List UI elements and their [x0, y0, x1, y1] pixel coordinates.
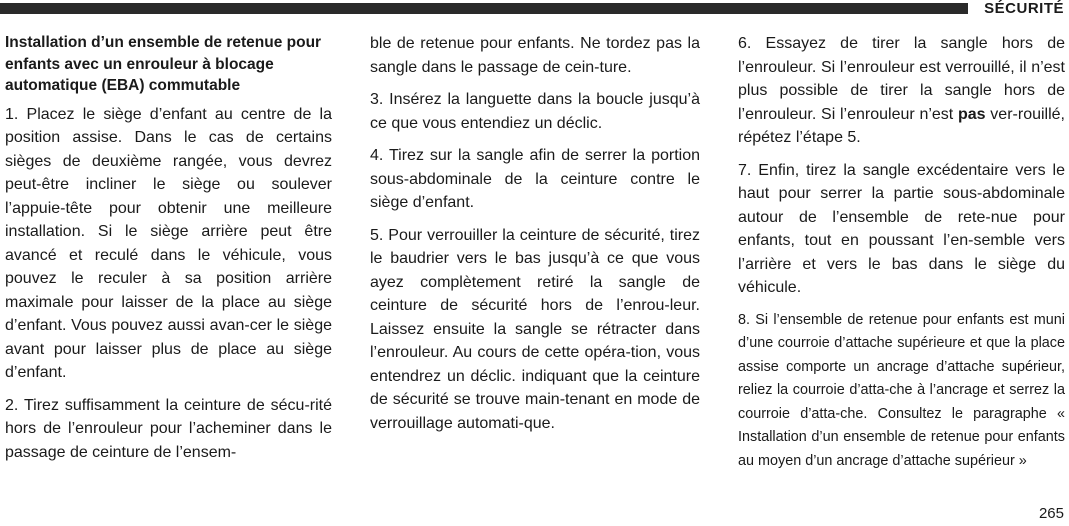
- page-number: 265: [1038, 505, 1064, 522]
- column-left: [5, 32, 332, 473]
- header-bar: [0, 3, 968, 14]
- section-title: SÉCURITÉ: [984, 0, 1064, 17]
- step-2-continued-paragraph: ble de retenue pour enfants. Ne tordez pas la sangle dans le passage de cein-ture.: [370, 35, 700, 76]
- step-8-paragraph: 8. Si l’ensemble de retenue pour enfants est muni d’une courroie d’attache supérieure et que la place assise comporte un ancrage d’attache supérieur, reliez la courroie d’atta-che à l’ancrage et serrez la courroie d’atta-che. Consultez le paragraphe « Installation d’un ensemble de retenue pour enfants au moyen d’un ancrage d’attache supérieur »: [738, 311, 1065, 469]
- step-6-text-b: ver-rouillé, répétez l’étape 5.: [738, 105, 1065, 146]
- step-5-paragraph: 5. Pour verrouiller la ceinture de sécurité, tirez le baudrier vers le bas jusqu’à ce que vous ayez complètement retiré la sangle de ceinture de sécurité hors de l’enrou-leur. Laissez ensuite la sangle se rétracter dans l’enrouleur. Au cours de cette opéra-tion, vous entendrez un déclic. indiquant que la ceinture de sécurité se trouve main-tenant en mode de verrouillage automati-que.: [370, 226, 700, 432]
- column-right: [738, 32, 1065, 482]
- step-6-text-a: 6. Essayez de tirer la sangle hors de l’enrouleur. Si l’enrouleur est verrouillé, il n’est plus possible de tirer la sangle hors de l’enrouleur. Si l’enrouleur n’est: [738, 35, 1065, 123]
- step-3-paragraph: 3. Insérez la languette dans la boucle jusqu’à ce que vous entendiez un déclic.: [370, 91, 700, 132]
- step-2-paragraph: 2. Tirez suffisamment la ceinture de sécu-rité hors de l’enrouleur pour l’acheminer dans le passage de ceinture de l’ensem-: [5, 396, 332, 461]
- column-middle: [370, 32, 700, 444]
- step-6-emphasis: pas: [957, 105, 986, 123]
- section-heading: Installation d’un ensemble de retenue pour enfants avec un enrouleur à blocage automatique (EBA) commutable: [5, 34, 322, 94]
- step-1-paragraph: 1. Placez le siège d’enfant au centre de la position assise. Dans le cas de certains sièges de deuxième rangée, vous devrez peut-être incliner le siège ou soulever l’appuie-tête pour obtenir une meilleure installation. Si le siège arrière peut être avancé et reculé dans le véhicule, vous pouvez le reculer à sa position arrière maximale pour laisser de la place au siège d’enfant. Vous pouvez aussi avan-cer le siège avant pour laisser plus de place au siège d’enfant.: [5, 105, 332, 381]
- step-6-paragraph: [738, 32, 1065, 150]
- step-7-paragraph: 7. Enfin, tirez la sangle excédentaire vers le haut pour serrer la partie sous-abdominale autour de l’ensemble de rete-nue pour enfants, tout en poussant l’en-semble vers l’arrière et vers le bas dans le siège du véhicule.: [738, 161, 1065, 296]
- step-4-paragraph: 4. Tirez sur la sangle afin de serrer la portion sous-abdominale de la ceinture contre le siège d’enfant.: [370, 147, 700, 211]
